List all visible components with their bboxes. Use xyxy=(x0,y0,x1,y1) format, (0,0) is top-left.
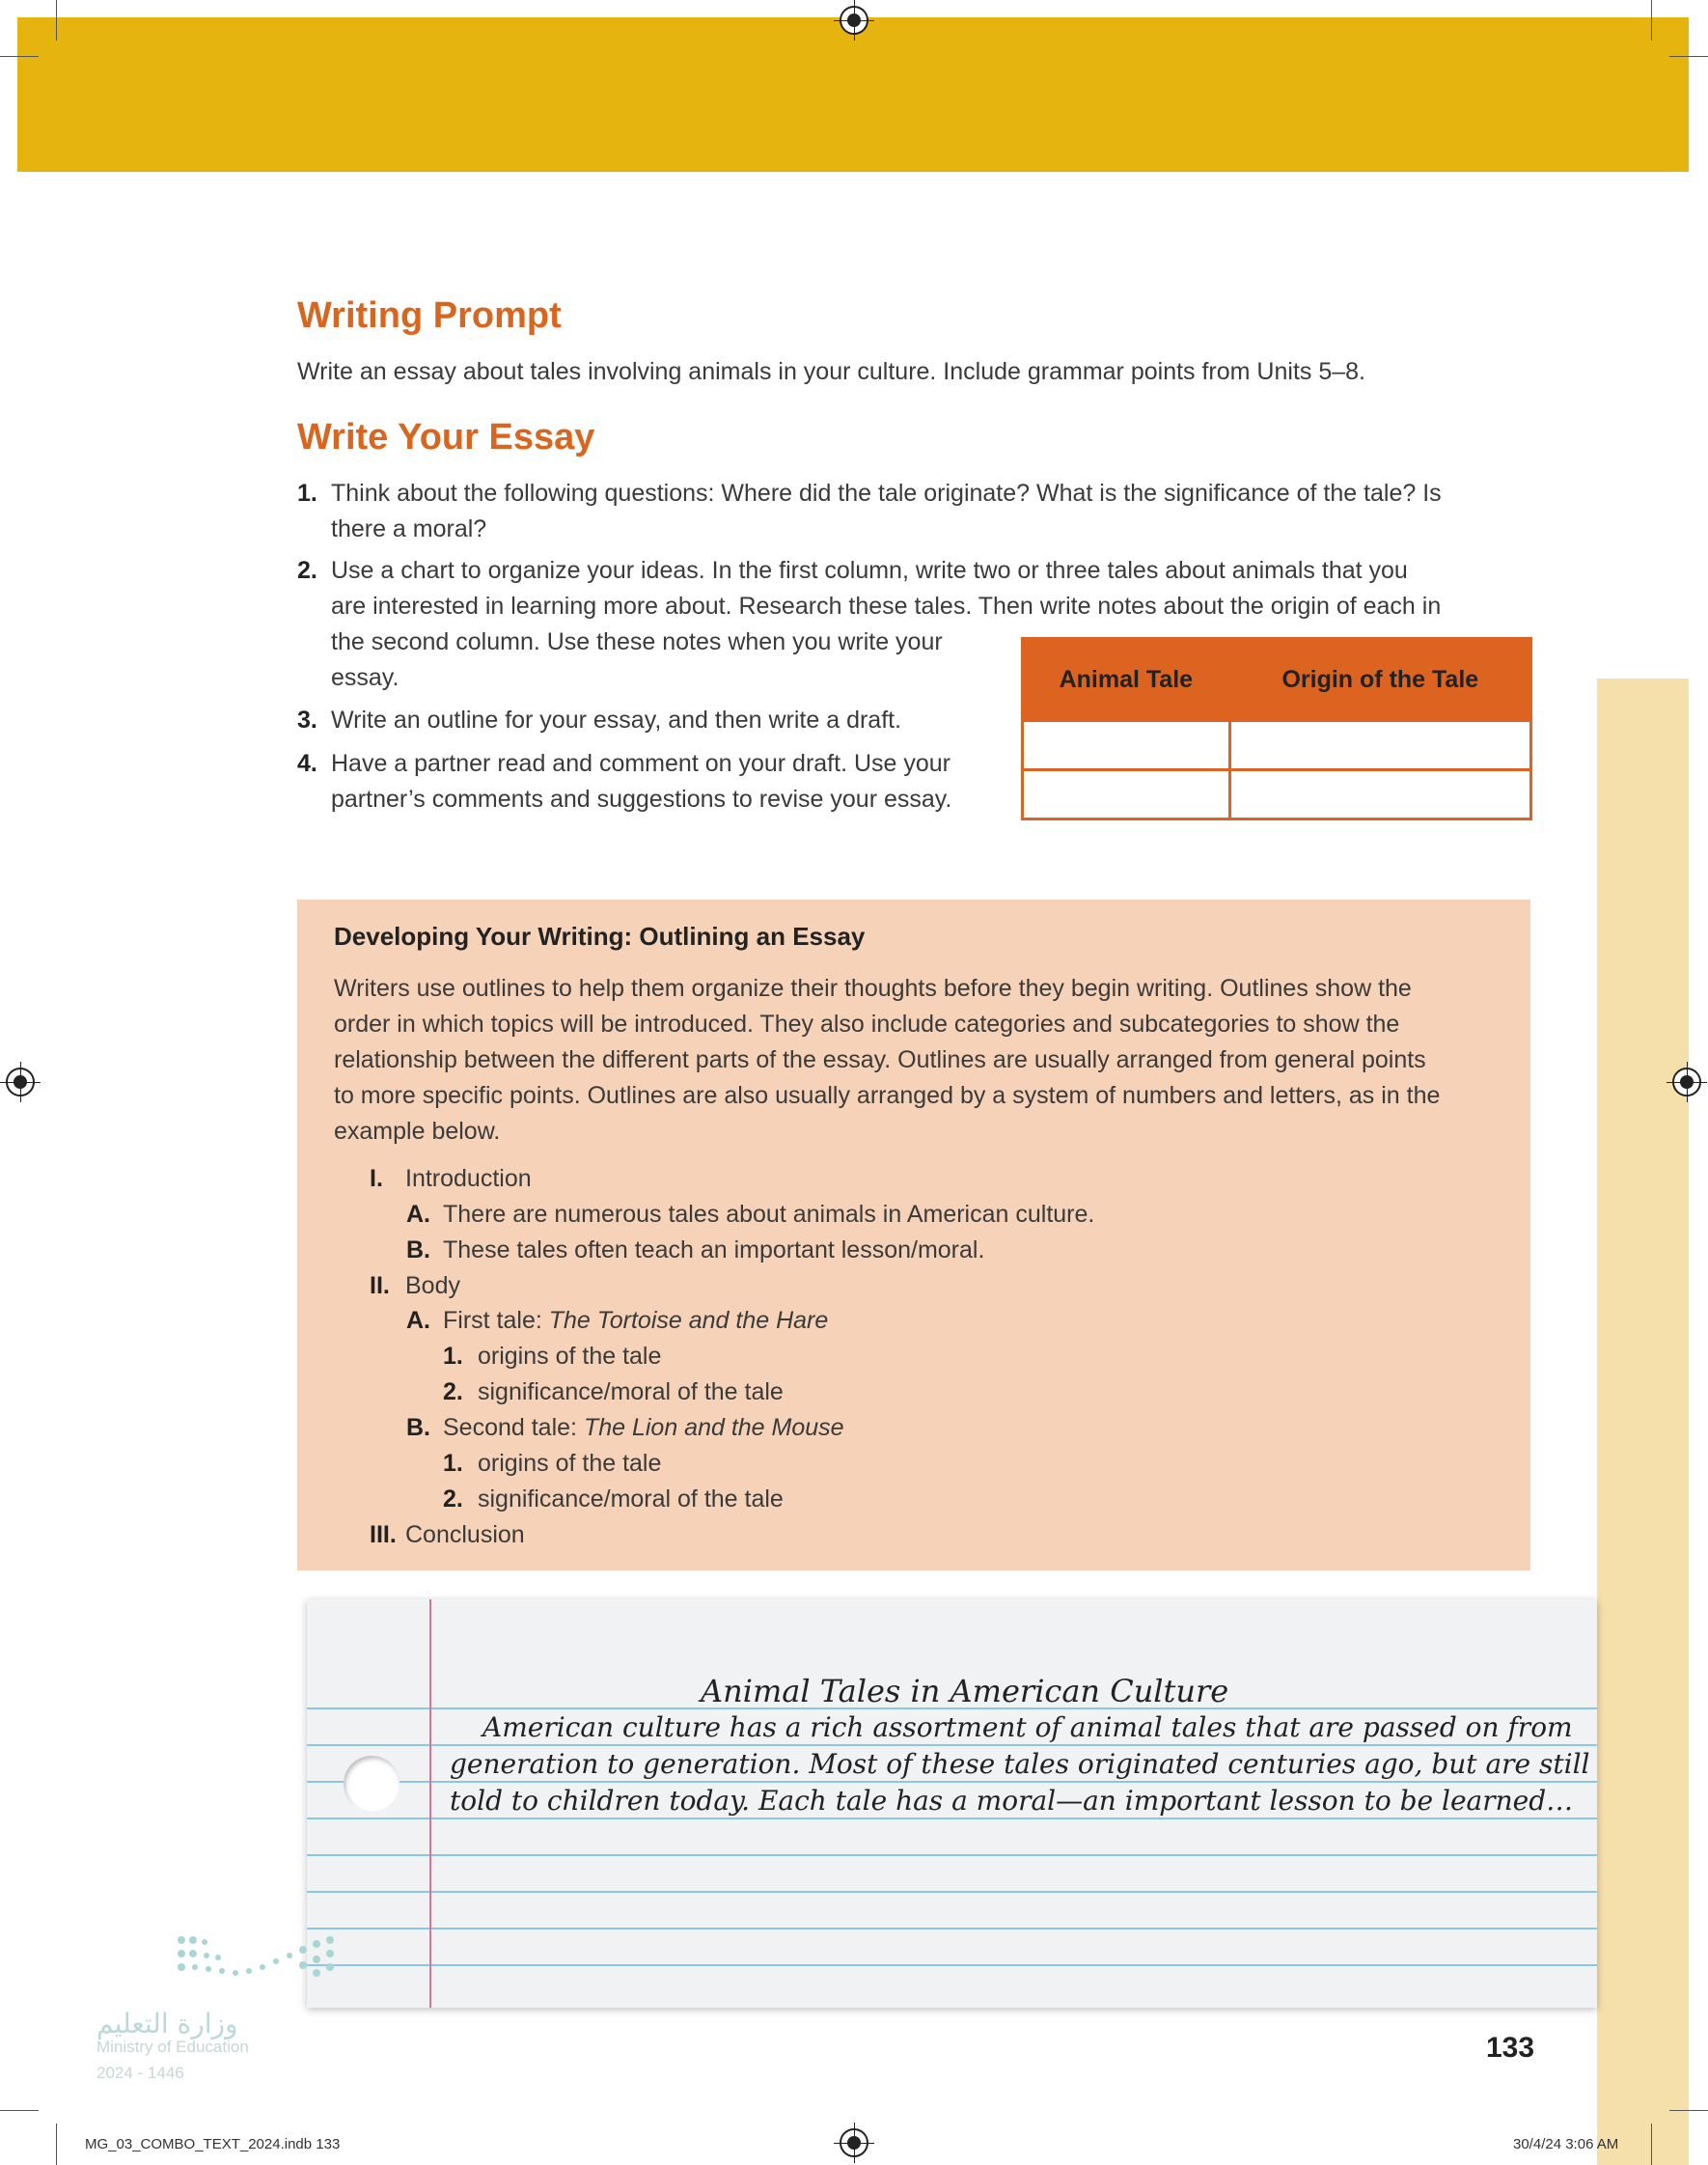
chart-header-origin: Origin of the Tale xyxy=(1229,639,1530,721)
chart-cell[interactable] xyxy=(1023,721,1230,770)
crop-mark xyxy=(1651,2123,1652,2165)
outline-item: B. These tales often teach an important lesson/moral. xyxy=(406,1236,985,1263)
step-line: Think about the following questions: Where did the tale originate? What is the significance of the tale? Is xyxy=(331,480,1442,507)
ministry-logo-year: 2024 - 1446 xyxy=(96,2064,184,2082)
ministry-logo-english: Ministry of Education xyxy=(96,2038,249,2056)
writing-prompt-heading: Writing Prompt xyxy=(297,295,562,336)
outline-item: III. Conclusion xyxy=(370,1521,525,1548)
step-line: there a moral? xyxy=(331,515,487,542)
registration-mark-icon xyxy=(1672,1068,1701,1096)
crop-mark xyxy=(1651,0,1652,41)
crop-mark xyxy=(1669,2110,1708,2111)
animal-tale-chart xyxy=(1021,637,1532,820)
step-line: essay. xyxy=(331,664,399,691)
step-line: Use a chart to organize your ideas. In the first column, write two or three tales about animals that you xyxy=(331,557,1408,584)
step-line: the second column. Use these notes when you write your xyxy=(331,628,943,655)
registration-mark-icon xyxy=(840,2128,868,2157)
crop-mark xyxy=(56,2123,57,2165)
step-line: Have a partner read and comment on your draft. Use your xyxy=(331,750,950,777)
chart-header-animal-tale: Animal Tale xyxy=(1023,639,1230,721)
crop-mark xyxy=(0,56,39,57)
step-line: are interested in learning more about. Research these tales. Then write notes about the origin of each in xyxy=(331,593,1442,620)
side-tab xyxy=(1597,679,1689,2165)
outline-item: 1. origins of the tale xyxy=(443,1343,662,1370)
punch-hole xyxy=(344,1756,399,1812)
step-number: 2. xyxy=(297,557,317,584)
ministry-logo-arabic: وزارة التعليم xyxy=(96,2008,238,2040)
crop-mark xyxy=(56,0,57,41)
step-number: 4. xyxy=(297,750,317,777)
outline-item: A. First tale: The Tortoise and the Hare xyxy=(406,1307,829,1334)
chart-cell[interactable] xyxy=(1023,770,1230,819)
developing-paragraph-line: relationship between the different parts of the essay. Outlines are usually arranged from general points xyxy=(334,1046,1426,1073)
step-line: Write an outline for your essay, and then write a draft. xyxy=(331,707,902,734)
notebook-line: American culture has a rich assortment of animal tales that are passed on from xyxy=(482,1711,1573,1743)
outline-item: I. Introduction xyxy=(370,1165,532,1192)
header-band xyxy=(17,17,1689,172)
registration-mark-icon xyxy=(840,6,868,35)
outline-item: II. Body xyxy=(370,1272,460,1299)
chart-cell[interactable] xyxy=(1229,770,1530,819)
step-line: partner’s comments and suggestions to revise your essay. xyxy=(331,786,952,813)
outline-item: 2. significance/moral of the tale xyxy=(443,1378,784,1405)
write-essay-heading: Write Your Essay xyxy=(297,417,595,458)
footer-file-info: MG_03_COMBO_TEXT_2024.indb 133 xyxy=(85,2136,341,2152)
notebook-line: told to children today. Each tale has a moral—an important lesson to be learned… xyxy=(450,1785,1574,1817)
step-number: 3. xyxy=(297,707,317,734)
crop-mark xyxy=(1669,56,1708,57)
margin-line xyxy=(429,1599,431,2008)
chart-cell[interactable] xyxy=(1229,721,1530,770)
developing-paragraph-line: example below. xyxy=(334,1118,501,1145)
developing-paragraph-line: to more specific points. Outlines are also usually arranged by a system of numbers and letters, as in the xyxy=(334,1082,1441,1109)
developing-paragraph-line: Writers use outlines to help them organize their thoughts before they begin writing. Outlines show the xyxy=(334,975,1412,1002)
developing-writing-title: Developing Your Writing: Outlining an Essay xyxy=(334,922,866,951)
outline-item: 1. origins of the tale xyxy=(443,1450,662,1477)
notebook-title: Animal Tales in American Culture xyxy=(701,1673,1229,1709)
step-number: 1. xyxy=(297,480,317,507)
outline-item: A. There are numerous tales about animals in American culture. xyxy=(406,1201,1095,1228)
ministry-logo-dots-icon xyxy=(174,1932,347,1986)
notebook-line: generation to generation. Most of these tales originated centuries ago, but are still xyxy=(450,1748,1590,1780)
outline-item: B. Second tale: The Lion and the Mouse xyxy=(406,1414,844,1441)
page-number: 133 xyxy=(1486,2032,1535,2064)
developing-paragraph-line: order in which topics will be introduced. They also include categories and subcategories to show the xyxy=(334,1011,1400,1038)
notebook-paper xyxy=(307,1599,1597,2008)
footer-timestamp: 30/4/24 3:06 AM xyxy=(1513,2136,1619,2152)
outline-item: 2. significance/moral of the tale xyxy=(443,1485,784,1513)
writing-prompt-text: Write an essay about tales involving animals in your culture. Include grammar points from Units 5–8. xyxy=(297,358,1365,385)
registration-mark-icon xyxy=(6,1068,35,1096)
crop-mark xyxy=(0,2110,39,2111)
